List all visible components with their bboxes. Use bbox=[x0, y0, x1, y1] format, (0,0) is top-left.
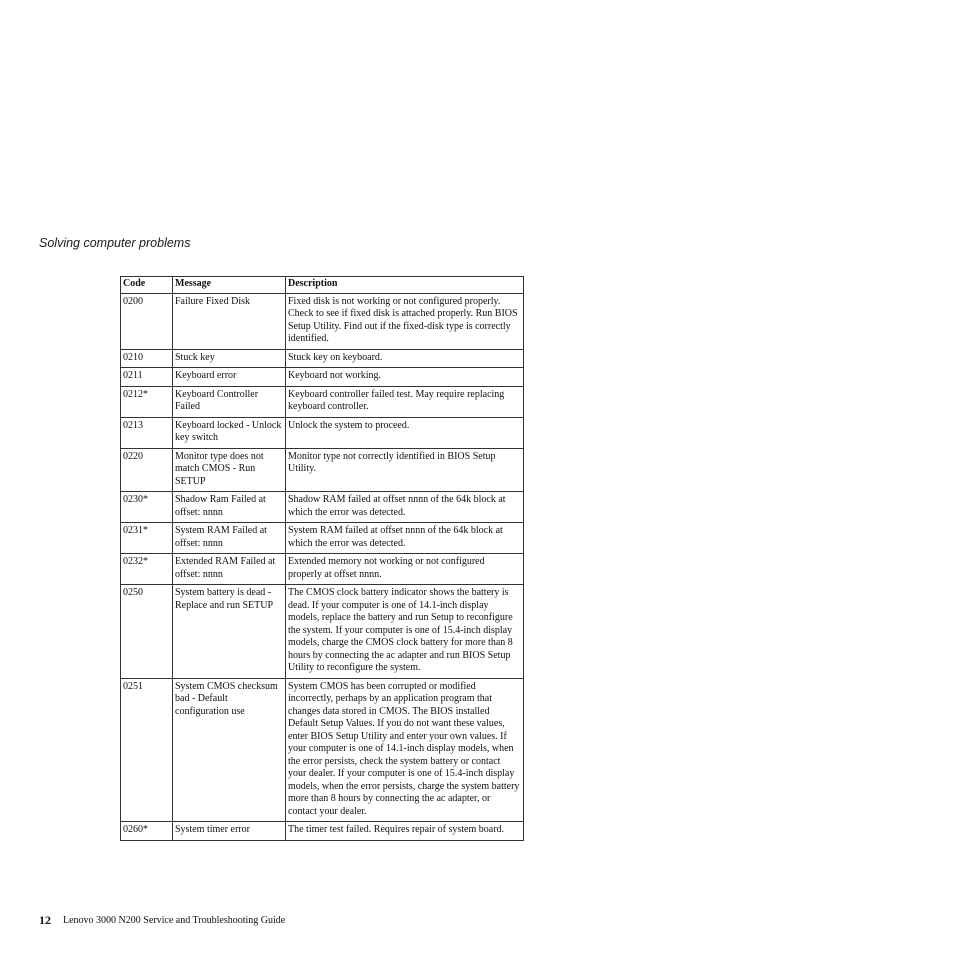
header-message: Message bbox=[173, 277, 286, 294]
header-description: Description bbox=[286, 277, 524, 294]
table-row bbox=[121, 492, 524, 523]
cell-description: Fixed disk is not working or not configured properly. Check to see if fixed disk is attached properly. Run BIOS Setup Utility. Find out if the fixed-disk type is correctly identified. bbox=[286, 293, 524, 349]
cell-description: Unlock the system to proceed. bbox=[286, 417, 524, 448]
table-row bbox=[121, 349, 524, 368]
cell-code: 0231* bbox=[121, 523, 173, 554]
cell-description: System CMOS has been corrupted or modified incorrectly, perhaps by an application program that changes data stored in CMOS. The BIOS installed Default Setup Values. If you do not want these values, enter BIOS Setup Utility and enter your own values. If your computer is one of 14.1-inch display models, when the error persists, check the system battery or contact your dealer. If your computer is one of 15.4-inch display models, when the error persists, charge the system battery more than 8 hours by connecting the ac adapter, or contact your dealer. bbox=[286, 678, 524, 822]
section-heading: Solving computer problems bbox=[39, 236, 191, 250]
cell-description: Monitor type not correctly identified in BIOS Setup Utility. bbox=[286, 448, 524, 492]
cell-message: System CMOS checksum bad - Default configuration use bbox=[173, 678, 286, 822]
cell-message: Keyboard locked - Unlock key switch bbox=[173, 417, 286, 448]
page-number: 12 bbox=[39, 913, 51, 927]
table-header-row bbox=[121, 277, 524, 294]
error-code-table bbox=[120, 276, 524, 841]
cell-code: 0251 bbox=[121, 678, 173, 822]
table-row bbox=[121, 678, 524, 822]
table-row bbox=[121, 448, 524, 492]
cell-description: The CMOS clock battery indicator shows the battery is dead. If your computer is one of 14.1-inch display models, replace the battery and run Setup to reconfigure the system. If your computer is one of 15.4-inch display models, charge the CMOS clock battery for more than 8 hours by connecting the ac adapter and run BIOS Setup Utility to reconfigure the system. bbox=[286, 585, 524, 679]
cell-code: 0212* bbox=[121, 386, 173, 417]
cell-description: Stuck key on keyboard. bbox=[286, 349, 524, 368]
table-row bbox=[121, 554, 524, 585]
cell-description: System RAM failed at offset nnnn of the 64k block at which the error was detected. bbox=[286, 523, 524, 554]
table-row bbox=[121, 523, 524, 554]
cell-message: Keyboard Controller Failed bbox=[173, 386, 286, 417]
document-title: Lenovo 3000 N200 Service and Troubleshooting Guide bbox=[63, 915, 286, 926]
cell-code: 0250 bbox=[121, 585, 173, 679]
cell-description: Keyboard controller failed test. May require replacing keyboard controller. bbox=[286, 386, 524, 417]
cell-code: 0260* bbox=[121, 822, 173, 841]
cell-message: Extended RAM Failed at offset: nnnn bbox=[173, 554, 286, 585]
cell-message: Monitor type does not match CMOS - Run SETUP bbox=[173, 448, 286, 492]
cell-code: 0220 bbox=[121, 448, 173, 492]
table-row bbox=[121, 822, 524, 841]
cell-code: 0211 bbox=[121, 368, 173, 387]
cell-description: Shadow RAM failed at offset nnnn of the 64k block at which the error was detected. bbox=[286, 492, 524, 523]
cell-code: 0213 bbox=[121, 417, 173, 448]
cell-message: Shadow Ram Failed at offset: nnnn bbox=[173, 492, 286, 523]
cell-message: Failure Fixed Disk bbox=[173, 293, 286, 349]
header-code: Code bbox=[121, 277, 173, 294]
table-row bbox=[121, 368, 524, 387]
cell-code: 0200 bbox=[121, 293, 173, 349]
cell-description: The timer test failed. Requires repair of system board. bbox=[286, 822, 524, 841]
table-row bbox=[121, 585, 524, 679]
table-row bbox=[121, 417, 524, 448]
cell-description: Extended memory not working or not configured properly at offset nnnn. bbox=[286, 554, 524, 585]
cell-message: System timer error bbox=[173, 822, 286, 841]
table-row bbox=[121, 386, 524, 417]
cell-message: Stuck key bbox=[173, 349, 286, 368]
cell-message: Keyboard error bbox=[173, 368, 286, 387]
cell-message: System battery is dead - Replace and run SETUP bbox=[173, 585, 286, 679]
table-row bbox=[121, 293, 524, 349]
cell-code: 0230* bbox=[121, 492, 173, 523]
cell-message: System RAM Failed at offset: nnnn bbox=[173, 523, 286, 554]
cell-description: Keyboard not working. bbox=[286, 368, 524, 387]
cell-code: 0210 bbox=[121, 349, 173, 368]
cell-code: 0232* bbox=[121, 554, 173, 585]
